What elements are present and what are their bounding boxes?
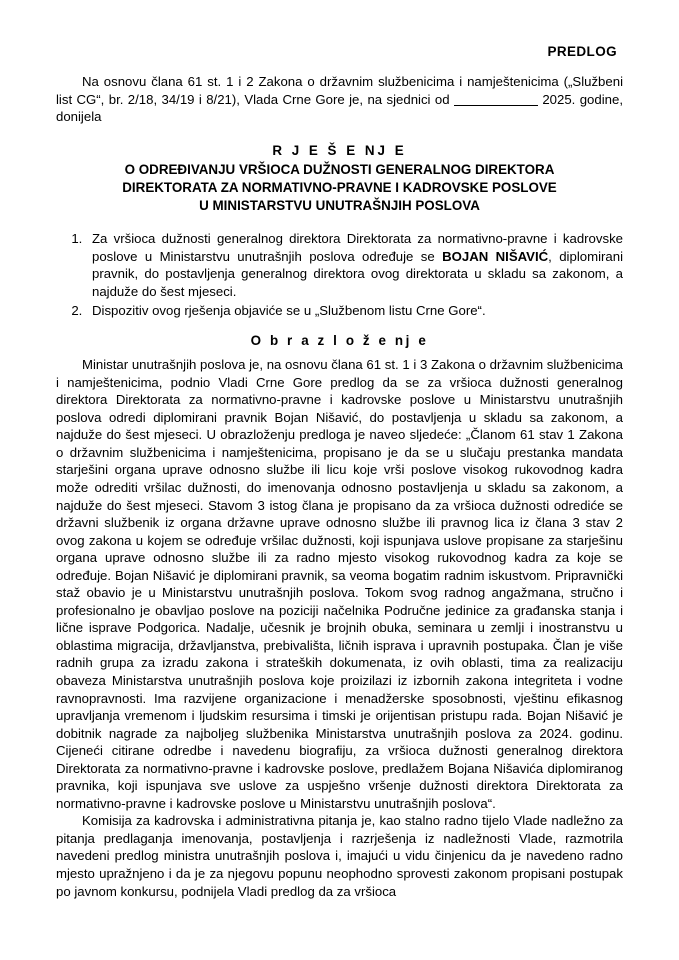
- explanation-heading: O b r a z l o ž e nj e: [250, 333, 429, 349]
- explanation-paragraph-2: Komisija za kadrovska i administrativna pitanja je, kao stalno radno tijelo Vlade nadležno za pitanja predlaganja imenovanja, postavljenja i razrješenja iz nadležnosti Vlade, razmotrila navedeni predlog ministra unutrašnjih poslova i, imajući u vidu činjenicu da je navedeno radno mjesto upražnjeno i da je za njegovu popunu neophodno sprovesti zakonom propisani postupak po javnom konkursu, podnijela Vladi predlog da za vršioca: [56, 813, 623, 899]
- document-title: [56, 142, 623, 214]
- title-line-2: DIREKTORATA ZA NORMATIVNO-PRAVNE I KADROVSKE POSLOVE: [122, 179, 557, 195]
- document-header-label: PREDLOG: [547, 44, 617, 59]
- legal-basis-text-before: Na osnovu člana 61 st. 1 i 2 Zakona o državnim službenicima i namještenicima („Službeni list CG“, br. 2/18, 34/19 i 8/21), Vlada Crne Gore je, na sjednici od: [56, 74, 623, 107]
- item-1-text-after-name: , diplomirani pravnik, do postavljenja generalnog direktora ovog direktorata u skladu sa zakonom, a najduže do šest mjeseci.: [92, 248, 623, 299]
- list-item: [86, 230, 623, 300]
- decision-items-list: [56, 230, 623, 319]
- title-line-3: U MINISTARSTVU UNUTRAŠNJIH POSLOVA: [199, 197, 480, 213]
- date-blank-line: [454, 105, 538, 106]
- legal-basis-paragraph: [56, 73, 623, 126]
- item-2-text: Dispozitiv ovog rješenja objaviće se u „Službenom listu Crne Gore“.: [92, 302, 486, 318]
- item-1-text-before-name: Za vršioca dužnosti generalnog direktora Direktorata za normativno-pravne i kadrovske poslove u Ministarstvu unutrašnjih poslova određuje se: [92, 231, 623, 264]
- item-1-person-name: BOJAN NIŠAVIĆ: [442, 248, 549, 264]
- decision-word: R J E Š E NJ E: [272, 142, 407, 158]
- list-item: [86, 302, 623, 320]
- explanation-paragraph-1: Ministar unutrašnjih poslova je, na osnovu člana 61 st. 1 i 3 Zakona o državnim službenicima i namještenicima, podnio Vladi Crne Gore predlog da se za vršioca dužnosti generalnog direktora Direktorata za normativno-pravne i kadrovske poslove u Ministarstvu unutrašnjih poslova odredi diplomirani pravnik Bojan Nišavić, do postavljenja u skladu sa zakonom, a najduže do šest mjeseci. U obrazloženju predloga je naveo sljedeće: „Članom 61 stav 1 Zakona o državnim službenicima i namještenicima, propisano je da se u slučaju prestanka mandata starješini organa uprave odnosno službe ili licu koje vrši poslove visokog rukovodnog kadra može odrediti vršilac dužnosti, do imenovanja odnosno postavljenja u skladu sa zakonom, a najduže do šest mjeseci. Stavom 3 istog člana je propisano da za vršioca dužnosti odrediće se državni službenik iz organa državne uprave odnosno službe ili pravnog lica iz člana 3 stav 2 ovog zakona u kojem se određuje vršilac dužnosti, koji ispunjava uslove propisane za starješinu organa uprave odnosno službe ili za radno mjesto visokog rukovodnog kadra za koje se određuje. Bojan Nišavić je diplomirani pravnik, sa veoma bogatim radnim iskustvom. Pripravnički staž obavio je u Ministarstvu unutrašnjih poslova. Tokom svog radnog angažmana, stručno i profesionalno je obavljao poslove na poziciji načelnika Područne jedinice za građanska stanja i lične isprave Podgorica. Nadalje, učesnik je brojnih obuka, seminara u zemlji i inostranstvu u oblastima migracija, državljanstva, prebivališta, ličnih isprava i upravnih postupaka. Član je više radnih grupa za izradu zakona i strateških dokumenata, iz ovih oblasti, tima za realizaciju obaveza Ministarstva unutrašnjih poslova koje proizilazi iz izbornih zakona integriteta i vodne ravnopravnosti. Ima razvijene organizacione i menadžerske sposobnosti, vještinu efikasnog upravljanja vremenom i ljudskim resursima i timski je orijentisan pristupu rada. Bojan Nišavić je dobitnik nagrade za najboljeg službenika Ministarstva unutrašnjih poslova za 2024. godinu. Cijeneći citirane odredbe i navedenu biografiju, za vršioca dužnosti generalnog direktora Direktorata za normativno-pravne i kadrovske poslove, predlažem Bojana Nišavića diplomiranog pravnika, koji ispunjava sve uslove za uspješno vršenje dužnosti direktora Direktorata za normativno-pravne i kadrovske poslove u Ministarstvu unutrašnjih poslova“.: [56, 357, 623, 811]
- title-line-1: O ODREĐIVANJU VRŠIOCA DUŽNOSTI GENERALNOG DIREKTORA: [124, 162, 555, 178]
- legal-basis-text-after: 2025. godine, donijela: [56, 91, 623, 125]
